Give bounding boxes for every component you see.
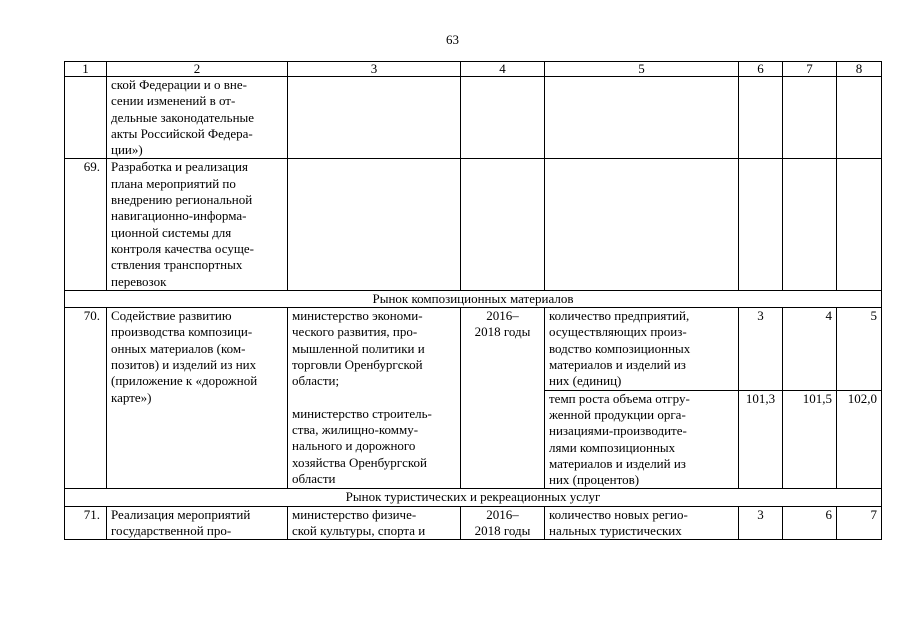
value-2017-cell: 6 [783,506,837,540]
header-col-6: 6 [739,62,783,77]
indicator-cell: количество новых регио- нальных туристических [545,506,739,540]
executor-economy: министерство экономи- ческого развития, про- мышленной политики и торговли Оренбургской области; [292,308,425,389]
executor-cell [288,77,461,159]
executor-construction: министерство строитель- ства, жилищно-комму- нального и дорожного хозяйства Оренбургской области [292,405,432,486]
value-2017-cell [783,159,837,290]
value-2017-cell [783,77,837,159]
executor-cell [288,159,461,290]
period-cell [461,77,545,159]
period-cell: 2016– 2018 годы [461,506,545,540]
measure-name-cell: ской Федерации и о вне- сении изменений в от- дельные законодательные акты Российской Федера- ции») [107,77,288,159]
row-number-cell: 70. [65,308,107,489]
page-number: 63 [446,32,459,47]
value-2017-cell: 4 [783,308,837,390]
table-row-69 [65,159,882,290]
row-number-cell: 71. [65,506,107,540]
header-col-5: 5 [545,62,739,77]
measures-table [64,61,882,540]
header-col-1: 1 [65,62,107,77]
value-2016-cell: 3 [739,308,783,390]
executor-cell: министерство физиче- ской культуры, спорта и [288,506,461,540]
measure-name-cell: Разработка и реализация плана мероприятий по внедрению региональной навигационно-информа- ционной системы для контроля качества осуще- ствления транспортных перевозок [107,159,288,290]
period-cell [461,159,545,290]
header-col-8: 8 [837,62,882,77]
table-row-71 [65,506,882,540]
header-row [65,62,882,77]
measure-name-cell: Содействие развитию производства композици- онных материалов (ком- позитов) и изделий из них (приложение к «дорожной карте») [107,308,288,489]
header-col-2: 2 [107,62,288,77]
indicator-cell: темп роста объема отгру- женной продукции орга- низациями-производите- лями композиционных материалов и изделий из них (процентов) [545,390,739,489]
header-col-3: 3 [288,62,461,77]
header-col-7: 7 [783,62,837,77]
value-2018-cell: 5 [837,308,882,390]
table-row-continuation [65,77,882,159]
value-2018-cell: 7 [837,506,882,540]
indicator-cell [545,77,739,159]
section-row [65,489,882,506]
indicator-cell [545,159,739,290]
period-cell: 2016– 2018 годы [461,308,545,489]
section-heading-tourism: Рынок туристических и рекреационных услуг [65,489,882,506]
value-2016-cell [739,159,783,290]
indicator-cell: количество предприятий, осуществляющих произ- водство композиционных материалов и изделий из них (единиц) [545,308,739,390]
value-2016-cell [739,77,783,159]
executor-cell [288,308,461,489]
table-row-70 [65,308,882,390]
row-number-cell [65,77,107,159]
section-row [65,290,882,307]
header-col-4: 4 [461,62,545,77]
measure-name-cell: Реализация мероприятий государственной про- [107,506,288,540]
row-number-cell: 69. [65,159,107,290]
value-2016-cell: 101,3 [739,390,783,489]
value-2018-cell: 102,0 [837,390,882,489]
value-2017-cell: 101,5 [783,390,837,489]
value-2018-cell [837,159,882,290]
value-2016-cell: 3 [739,506,783,540]
section-heading-composite: Рынок композиционных материалов [65,290,882,307]
value-2018-cell [837,77,882,159]
